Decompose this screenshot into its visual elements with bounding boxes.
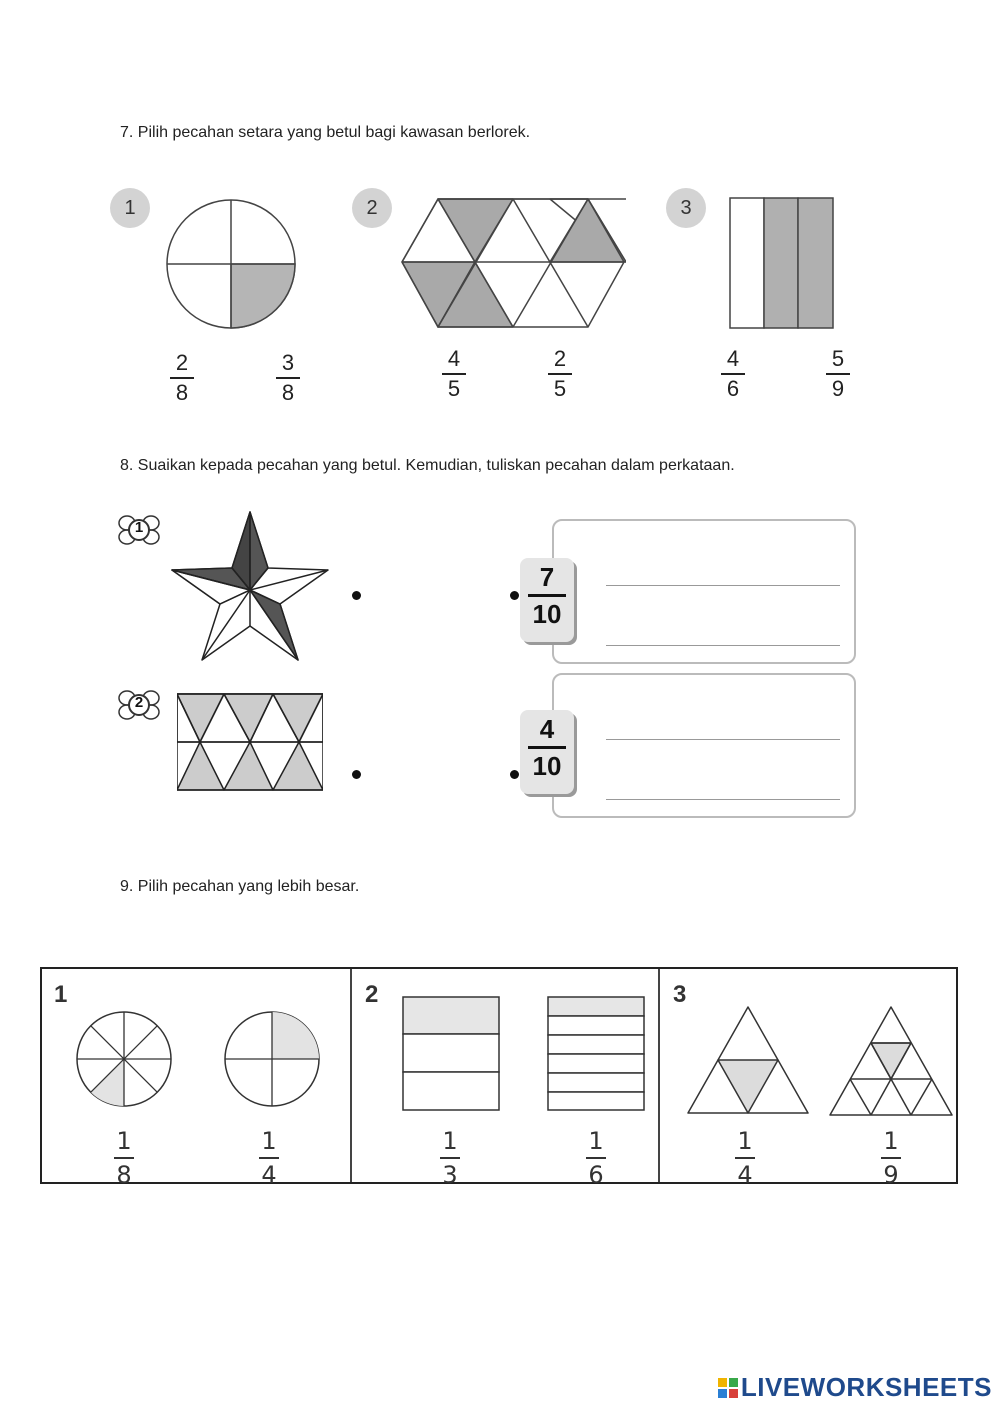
fraction-option[interactable]: 1 4: [725, 1129, 765, 1187]
triangle-quarters-figure: [686, 1005, 810, 1115]
fraction-option[interactable]: 1 3: [430, 1129, 470, 1187]
fraction-option[interactable]: 1 6: [576, 1129, 616, 1187]
answer-box-2: [552, 673, 856, 818]
question-8-title: 8. Suaikan kepada pecahan yang betul. Kemudian, tuliskan pecahan dalam perkataan.: [120, 457, 735, 474]
circle-eighths-figure: [74, 1009, 174, 1109]
answer-line[interactable]: [606, 645, 840, 646]
panel-divider: [350, 969, 352, 1182]
panel-divider: [658, 969, 660, 1182]
fraction-option[interactable]: 1 9: [871, 1129, 911, 1187]
logo-icon: [717, 1377, 739, 1399]
section-number: 2: [365, 981, 379, 1008]
answer-line[interactable]: [606, 799, 840, 800]
liveworksheets-logo: LIVEWORKSHEETS: [717, 1372, 992, 1403]
match-dot-right[interactable]: [510, 770, 519, 779]
flower-badge-label: 1: [134, 519, 144, 536]
fraction-option[interactable]: 2 5: [540, 348, 580, 400]
fraction-card-1[interactable]: 7 10: [520, 558, 574, 642]
answer-box-1: [552, 519, 856, 664]
triangle-ninths-figure: [828, 1005, 954, 1117]
circle-quarters-figure: [222, 1009, 322, 1109]
rectangle-thirds-figure: [402, 996, 500, 1112]
match-dot-right[interactable]: [510, 591, 519, 600]
section-number: 1: [54, 981, 68, 1008]
fraction-card-2[interactable]: 4 10: [520, 710, 574, 794]
fraction-option[interactable]: 1 4: [249, 1129, 289, 1187]
item-badge-1: 1: [110, 188, 150, 228]
match-dot-left[interactable]: [352, 591, 361, 600]
star-figure: [170, 510, 330, 662]
rectangle-sixths-figure: [547, 996, 645, 1112]
fraction-option[interactable]: 1 8: [104, 1129, 144, 1187]
question-9-title: 9. Pilih pecahan yang lebih besar.: [120, 878, 360, 895]
circle-quarters-figure: [165, 198, 297, 330]
answer-line[interactable]: [606, 585, 840, 586]
fraction-option[interactable]: 4 6: [713, 348, 753, 400]
flower-badge-label: 2: [134, 694, 144, 711]
fraction-option[interactable]: 5 9: [818, 348, 858, 400]
section-number: 3: [673, 981, 687, 1008]
question-7-title: 7. Pilih pecahan setara yang betul bagi kawasan berlorek.: [120, 124, 531, 141]
comparison-panel: [40, 967, 958, 1189]
hexagon-triangles-figure: [400, 197, 626, 329]
answer-line[interactable]: [606, 739, 840, 740]
rectangle-strips-figure: [729, 197, 835, 329]
item-badge-2: 2: [352, 188, 392, 228]
fraction-option[interactable]: 4 5: [434, 348, 474, 400]
triangle-grid-figure: [175, 692, 325, 792]
item-badge-3: 3: [666, 188, 706, 228]
match-dot-left[interactable]: [352, 770, 361, 779]
fraction-option[interactable]: 3 8: [268, 352, 308, 404]
fraction-option[interactable]: 2 8: [162, 352, 202, 404]
